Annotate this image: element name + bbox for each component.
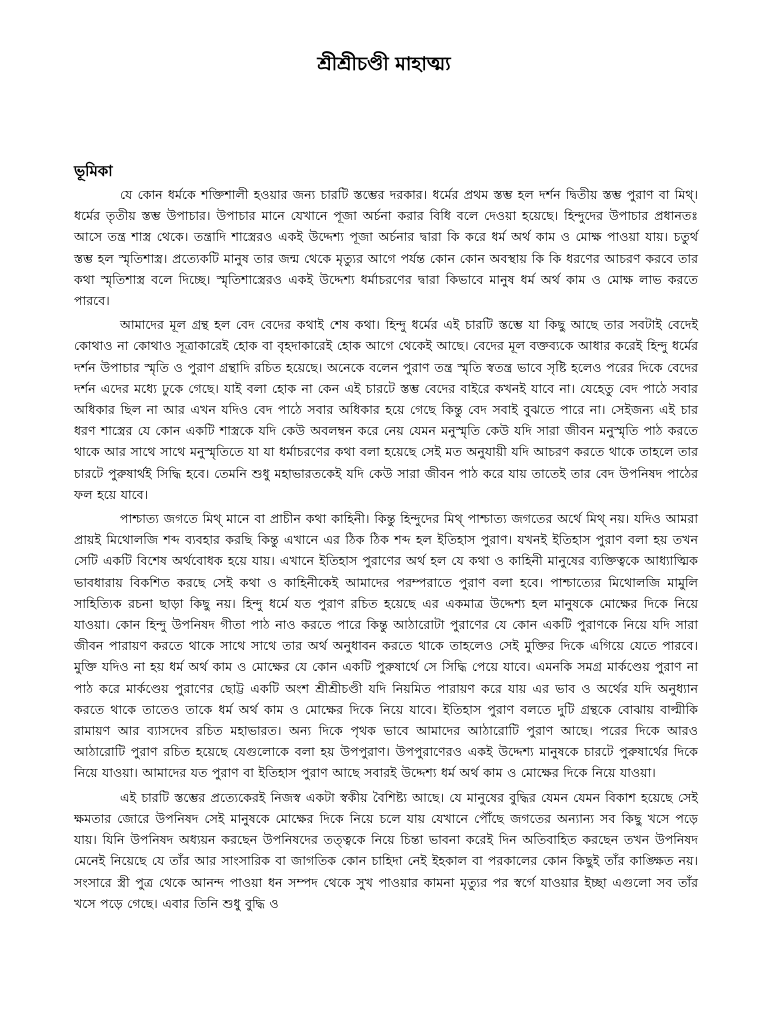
document-title: শ্রীশ্রীচণ্ডী মাহাত্ম্য (317, 53, 451, 75)
section-heading: ভূমিকা (74, 162, 113, 180)
document-body (74, 184, 698, 917)
paragraph-3: পাশ্চাত্য জগতে মিথ্ মানে বা প্রাচীন কথা কাহিনী। কিন্তু হিন্দুদের মিথ্ পাশ্চাত্য জগতের অর্থে মিথ্ নয়। যদিও আমরা প্রায়ই মিথোলজি শব্দ ব্যবহার করছি কিন্তু এখানে এর ঠিক ঠিক শব্দ হল ইতিহাস পুরাণ। যখনই ইতিহাস পুরাণ বলা হয় তখন সেটি একটি বিশেষ অর্থবোধক হয়ে যায়। এখানে ইতিহাস পুরাণের অর্থ হল যে কথা ও কাহিনী মানুষের ব্যক্তিত্বকে আধ্যাত্মিক ভাবধারায় বিকশিত করছে সেই কথা ও কাহিনীকেই আমাদের পরম্পরাতে পুরাণ বলা হবে। পাশ্চাত্যের মিথোলজি মামুলি সাহিত্যিক রচনা ছাড়া কিছু নয়। হিন্দু ধর্মে যত পুরাণ রচিত হয়েছে এর একমাত্র উদ্দেশ্য হল মানুষকে মোক্ষের দিকে নিয়ে যাওয়া। কোন হিন্দু উপনিষদ গীতা পাঠ নাও করতে পারে কিন্তু আঠারোটা পুরাণের যে কোন একটি পুরাণকে নিয়ে যদি সারা জীবন পারায়ণ করতে থাকে সাথে সাথে তার অর্থ অনুধাবন করতে থাকে তাহলেও সেই মুক্তির দিকে এগিয়ে যেতে পারবে। মুক্তি যদিও না হয় ধর্ম অর্থ কাম ও মোক্ষের যে কোন একটি পুরুষার্থে সে সিদ্ধি পেয়ে যাবে। এমনকি সমগ্র মার্কণ্ডেয় পুরাণ না পাঠ করে মার্কণ্ডেয় পুরাণের ছোট্ট একটি অংশ শ্রীশ্রীচণ্ডী যদি নিয়মিত পারায়ণ করে যায় এর ভাব ও অর্থের যদি অনুধ্যান করতে থাকে তাতেও তাকে ধর্ম অর্থ কাম ও মোক্ষের দিকে নিয়ে যাবে। ইতিহাস পুরাণ বলতে দুটি গ্রন্থকে বোঝায় বাল্মীকি রামায়ণ আর ব্যাসদেব রচিত মহাভারত। অন্য দিকে পৃথক ভাবে আমাদের আঠারোটি পুরাণ আছে। পরের দিকে আরও আঠারোটি পুরাণ রচিত হয়েছে যেগুলোকে বলা হয় উপপুরাণ। উপপুরাণেরও একই উদ্দেশ্য মানুষকে চারটে পুরুষার্থের দিকে নিয়ে যাওয়া। আমাদের যত পুরাণ বা ইতিহাস পুরাণ আছে সবারই উদ্দেশ্য ধর্ম অর্থ কাম ও মোক্ষের দিকে নিয়ে যাওয়া। (74, 511, 698, 781)
paragraph-1: যে কোন ধর্মকে শক্তিশালী হওয়ার জন্য চারটি স্তম্ভের দরকার। ধর্মের প্রথম স্তম্ভ হল দর্শন দ্বিতীয় স্তম্ভ পুরাণ বা মিথ্। ধর্মের তৃতীয় স্তম্ভ উপাচার। উপাচার মানে যেখানে পূজা অর্চনা করার বিধি বলে দেওয়া হয়েছে। হিন্দুদের উপাচার প্রধানতঃ আসে তন্ত্র শাস্ত্র থেকে। তন্ত্রাদি শাস্ত্রেরও একই উদ্দেশ্য পূজা অর্চনার দ্বারা কি করে ধর্ম অর্থ কাম ও মোক্ষ পাওয়া যায়। চতুর্থ স্তম্ভ হল স্মৃতিশাস্ত্র। প্রত্যেকটি মানুষ তার জন্ম থেকে মৃত্যুর আগে পর্যন্ত কোন কোন অবস্থায় কি কি ধরণের আচরণ করবে তার কথা স্মৃতিশাস্ত্র বলে দিচ্ছে। স্মৃতিশাস্ত্রেরও একই উদ্দেশ্য ধর্মাচরণের দ্বারা কিভাবে মানুষ ধর্ম অর্থ কাম ও মোক্ষ লাভ করতে পারবে। (74, 187, 698, 309)
paragraph-4: এই চারটি স্তম্ভের প্রত্যেকেরই নিজস্ব একটা স্বকীয় বৈশিষ্ট্য আছে। যে মানুষের বুদ্ধির যেমন যেমন বিকাশ হয়েছে সেই ক্ষমতার জোরে উপনিষদ সেই মানুষকে মোক্ষের দিকে নিয়ে চলে যায় যেখানে পৌঁছে জগতের অন্যান্য সব কিছু খসে পড়ে যায়। যিনি উপনিষদ অধ্যয়ন করছেন উপনিষদের তত্ত্বকে নিয়ে চিন্তা ভাবনা করেই দিন অতিবাহিত করছেন তখন উপনিষদ মেনেই নিয়েছে যে তাঁর আর সাংসারিক বা জাগতিক কোন চাহিদা নেই ইহকাল বা পরকালের কোন কিছুই তাঁর কাঙ্ক্ষিত নয়। সংসারে স্ত্রী পুত্র থেকে আনন্দ পাওয়া ধন সম্পদ থেকে সুখ পাওয়ার কামনা মৃত্যুর পর স্বর্গে যাওয়ার ইচ্ছা এগুলো সব তাঁর খসে পড়ে গেছে। এবার তিনি শুধু বুদ্ধি ও (74, 789, 698, 911)
paragraph-2: আমাদের মূল গ্রন্থ হল বেদ বেদের কথাই শেষ কথা। হিন্দু ধর্মের এই চারটি স্তম্ভে যা কিছু আছে তার সবটাই বেদেই কোথাও না কোথাও সূত্রাকারেই হোক বা বৃহদাকারেই হোক আগে থেকেই আছে। বেদের মূল বক্তব্যকে আধার করেই হিন্দু ধর্মের দর্শন উপাচার স্মৃতি ও পুরাণ গ্রন্থাদি রচিত হয়েছে। অনেকে বলেন পুরাণ তন্ত্র স্মৃতি স্বতন্ত্র ভাবে সৃষ্টি হলেও পরের দিকে বেদের দর্শন এদের মধ্যে ঢুকে গেছে। যাই বলা হোক না কেন এই চারটে স্তম্ভ বেদের বাইরে কখনই যাবে না। যেহেতু বেদ পাঠে সবার অধিকার ছিল না আর এখন যদিও বেদ পাঠে সবার অধিকার হয়ে গেছে কিন্তু বেদ সবাই বুঝতে পারে না। সেইজন্য এই চার ধরণ শাস্ত্রের যে কোন একটি শাস্ত্রকে যদি কেউ অবলম্বন করে নেয় যেমন মনুস্মৃতি কেউ যদি সারা জীবন মনুস্মৃতি পাঠ করতে থাকে আর সাথে সাথে মনুস্মৃতিতে যা যা ধর্মাচরণের কথা বলা হয়েছে সেই মত অনুযায়ী যদি আচরণ করতে থাকে তাহলে তার চারটে পুরুষার্থই সিদ্ধি হবে। তেমনি শুধু মহাভারতকেই যদি কেউ সারা জীবন পাঠ করে যায় তাতেই তার বেদ উপনিষদ পাঠের ফল হয়ে যাবে। (74, 317, 698, 502)
